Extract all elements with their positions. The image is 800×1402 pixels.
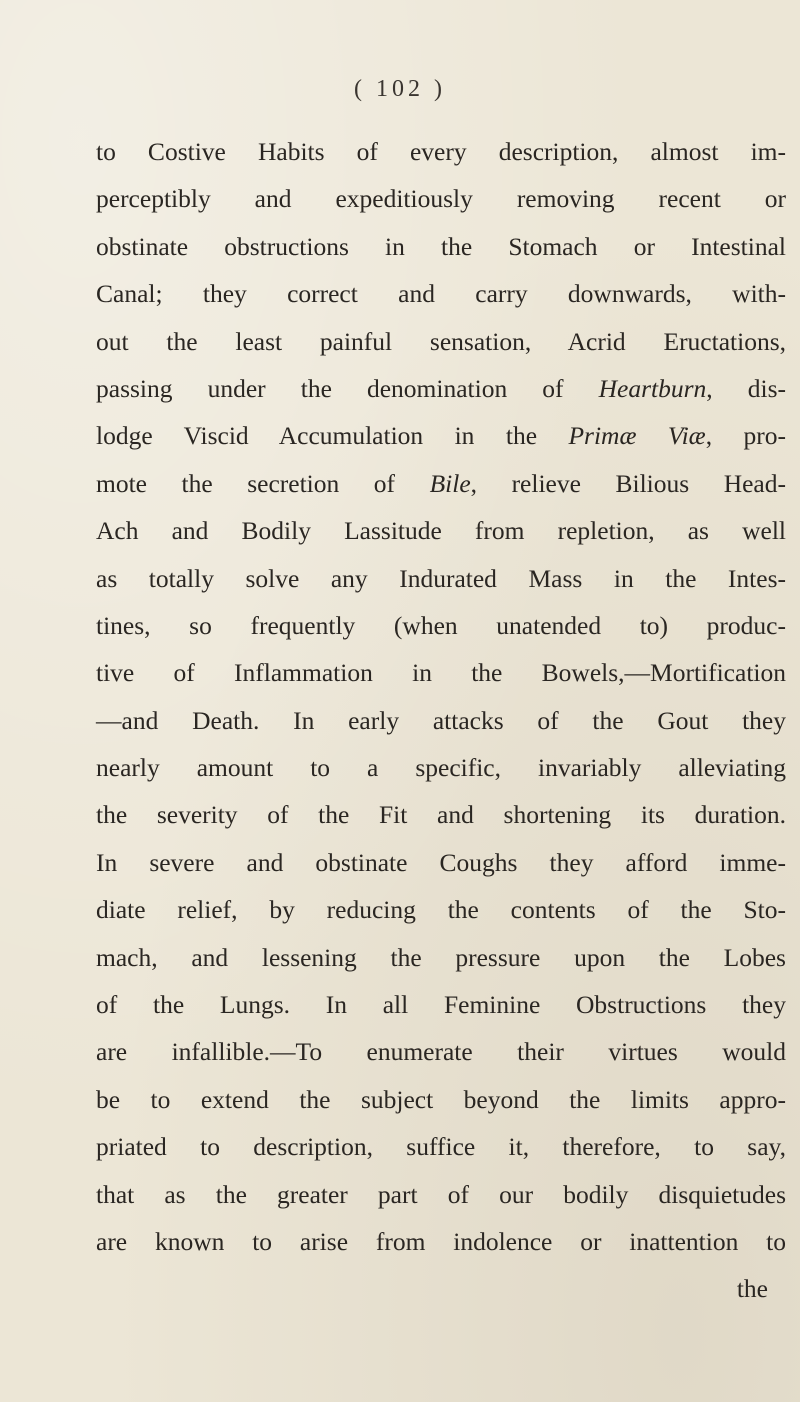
text-line: mach, and lessening the pressure upon the Lobes — [96, 942, 786, 972]
text-line: to Costive Habits of every description, almost im- — [96, 137, 786, 166]
text-line: that as the greater part of our bodily disquietudes — [96, 1179, 786, 1209]
text-line: are known to arise from indolence or inattention to — [96, 1226, 786, 1256]
text-line: obstinate obstructions in the Stomach or Intestinal — [96, 231, 786, 261]
text-line: Ach and Bodily Lassitude from repletion, as well — [96, 516, 786, 546]
text-line: nearly amount to a specific, invariably alleviating — [96, 753, 786, 783]
text-line: of the Lungs. In all Feminine Obstructions they — [96, 990, 786, 1020]
text-line: priated to description, suffice it, therefore, to say, — [96, 1132, 786, 1162]
text-line: out the least painful sensation, Acrid Eructations, — [96, 326, 786, 356]
text-line: tines, so frequently (when unatended to) produc- — [96, 610, 786, 640]
catchword: the — [736, 1274, 768, 1304]
text-line: passing under the denomination of Heartburn, dis- — [96, 373, 786, 403]
text-line: mote the secretion of Bile, relieve Bilious Head- — [96, 468, 786, 498]
text-line: are infallible.—To enumerate their virtues would — [96, 1037, 786, 1067]
body-text — [96, 128, 786, 1313]
text-line: diate relief, by reducing the contents of the Sto- — [96, 895, 786, 925]
text-line: —and Death. In early attacks of the Gout they — [96, 705, 786, 735]
text-line: as totally solve any Indurated Mass in the Intes- — [96, 563, 786, 593]
text-line: tive of Inflammation in the Bowels,—Mortification — [96, 658, 786, 688]
text-line: perceptibly and expeditiously removing recent or — [96, 184, 786, 214]
text-line: be to extend the subject beyond the limits appro- — [96, 1084, 786, 1114]
text-line: Canal; they correct and carry downwards, with- — [96, 279, 786, 309]
page-number: ( 102 ) — [354, 76, 446, 102]
text-line: the severity of the Fit and shortening its duration. — [96, 800, 786, 830]
text-line: In severe and obstinate Coughs they afford imme- — [96, 847, 786, 877]
text-line: lodge Viscid Accumulation in the Primæ Viæ, pro- — [96, 421, 786, 451]
